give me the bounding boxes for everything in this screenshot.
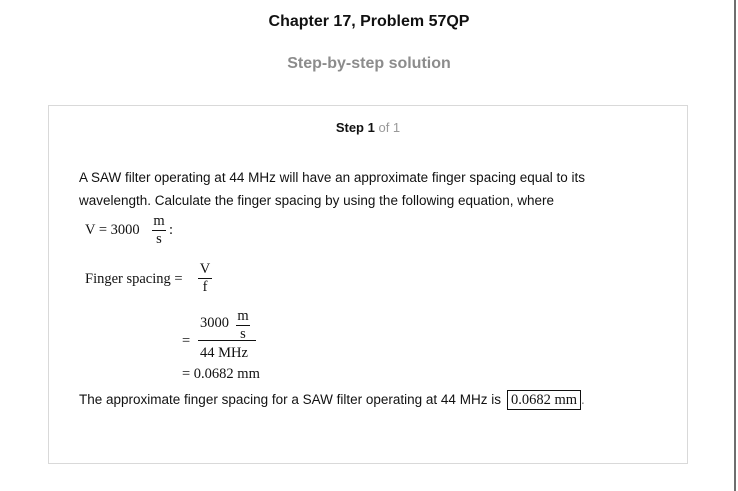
- solution-subtitle: Step-by-step solution: [287, 55, 451, 72]
- equation-fraction: [198, 261, 212, 296]
- conclusion-text: The approximate finger spacing for a SAW filter operating at 44 MHz is: [79, 392, 501, 407]
- velocity-unit-den: s: [152, 230, 166, 248]
- answer-box: 0.0682 mm: [507, 390, 581, 410]
- step-count: of 1: [378, 120, 401, 135]
- step-header: [49, 120, 687, 135]
- problem-paragraph: A SAW filter operating at 44 MHz will have an approximate finger spacing equal to its wavelength. Calculate the finger spacing by using the following equation, where: [79, 170, 586, 208]
- equation3: = 0.0682 mm: [182, 366, 260, 382]
- equation2-unit-num: m: [237, 308, 249, 324]
- equation2-num-unit: [236, 308, 250, 343]
- equation2-fraction: [198, 308, 256, 361]
- velocity-colon: :: [169, 222, 174, 238]
- step-label: Step 1: [335, 120, 375, 135]
- equation-lhs: Finger spacing =: [85, 271, 183, 287]
- equation2-num-value: 3000: [200, 315, 229, 331]
- chapter-title: Chapter 17, Problem 57QP: [268, 13, 470, 30]
- velocity-unit-fraction: [152, 213, 166, 248]
- velocity-lhs: V = 3000: [85, 222, 140, 238]
- equation2-numerator: [198, 308, 256, 340]
- equation2-equals: =: [182, 333, 191, 349]
- conclusion-period: .: [581, 392, 585, 407]
- solution-card: [48, 105, 688, 464]
- velocity-unit-num: m: [153, 213, 165, 229]
- conclusion: [79, 390, 585, 410]
- equation2-unit-den: s: [236, 325, 250, 343]
- equation2-denominator: 44 MHz: [200, 345, 248, 361]
- equation-num: V: [199, 261, 211, 277]
- right-border: [734, 0, 736, 491]
- equation-den: f: [198, 278, 212, 296]
